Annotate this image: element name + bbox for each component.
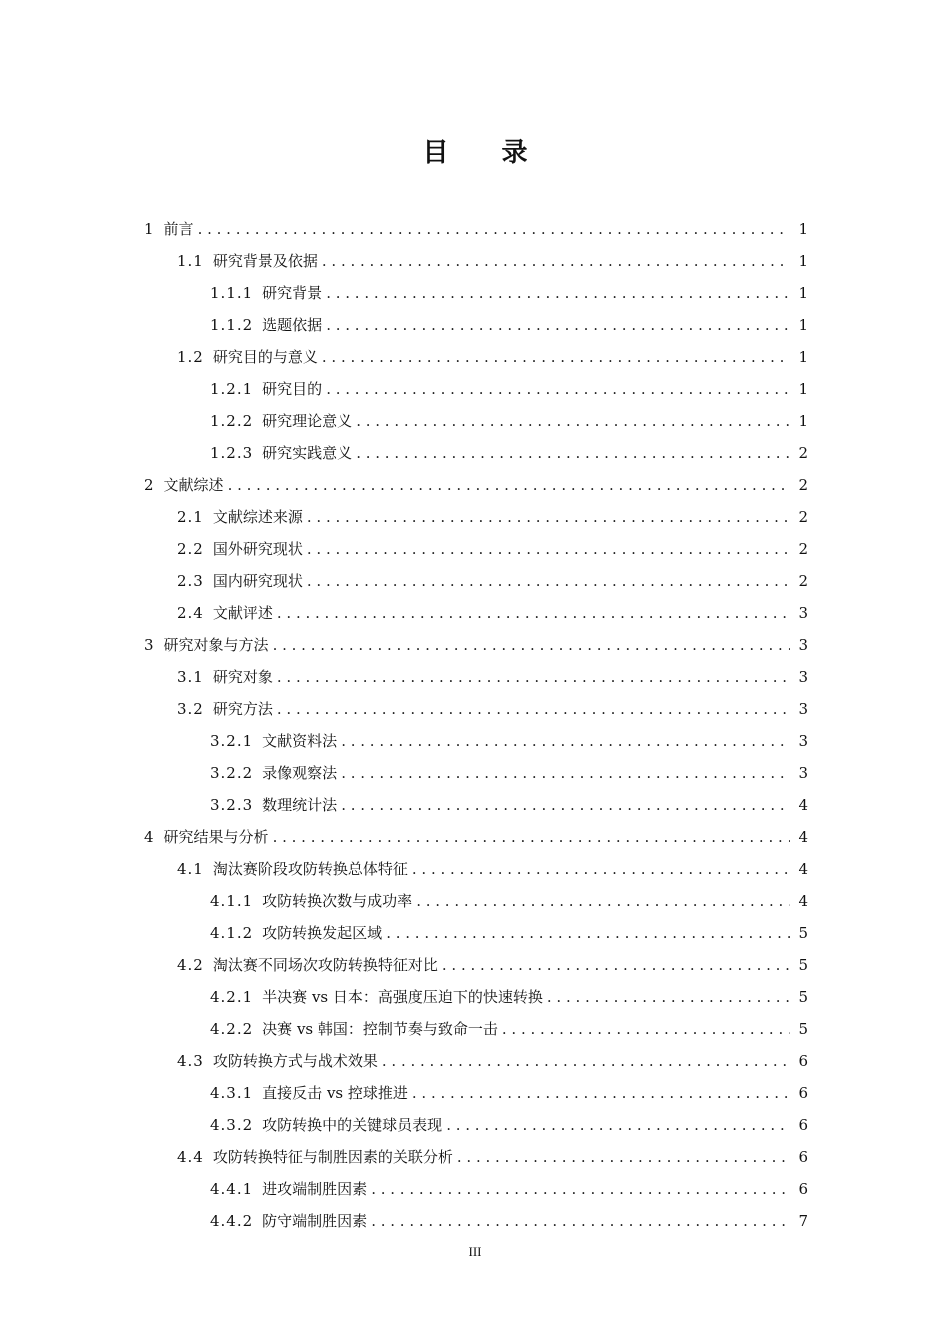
toc-entry-page: 1 xyxy=(798,412,808,430)
toc-dot-leader xyxy=(382,1046,791,1076)
toc-dot-leader xyxy=(371,1206,790,1236)
toc-entry-page: 6 xyxy=(798,1148,808,1166)
toc-entry-number: 4.1.2 xyxy=(210,924,254,942)
toc-entry-title: 直接反击 vs 控球推进 xyxy=(262,1084,408,1102)
toc-dot-leader xyxy=(277,662,791,692)
toc-entry-number: 4.2.1 xyxy=(210,988,254,1006)
toc-entry[interactable] xyxy=(177,246,808,276)
toc-entry-title: 研究实践意义 xyxy=(262,444,353,462)
toc-entry[interactable] xyxy=(210,726,808,756)
toc-entry-title: 研究对象 xyxy=(212,668,273,686)
toc-dot-leader xyxy=(277,694,791,724)
toc-entry-page: 1 xyxy=(798,252,808,270)
toc-entry-page: 3 xyxy=(798,764,808,782)
toc-entry-title: 录像观察法 xyxy=(262,764,338,782)
toc-entry-title: 数理统计法 xyxy=(262,796,338,814)
toc-entry-page: 5 xyxy=(798,924,808,942)
toc-entry[interactable] xyxy=(144,470,808,500)
toc-entry-title: 文献综述来源 xyxy=(212,508,303,526)
toc-entry-number: 1.2 xyxy=(177,348,204,366)
toc-entry-title: 半决赛 vs 日本：高强度压迫下的快速转换 xyxy=(262,988,543,1006)
toc-dot-leader xyxy=(228,470,791,500)
toc-dot-leader xyxy=(307,566,791,596)
toc-entry[interactable] xyxy=(177,1046,808,1076)
toc-dot-leader xyxy=(322,246,791,276)
toc-entry-number: 1.1 xyxy=(177,252,204,270)
toc-entry-title: 研究背景 xyxy=(262,284,323,302)
toc-entry[interactable] xyxy=(177,950,808,980)
toc-dot-leader xyxy=(386,918,790,948)
toc-entry[interactable] xyxy=(210,438,808,468)
toc-entry-number: 2.2 xyxy=(177,540,204,558)
toc-entry-title: 攻防转换次数与成功率 xyxy=(262,892,413,910)
toc-entry-page: 4 xyxy=(798,796,808,814)
toc-entry-page: 5 xyxy=(798,956,808,974)
toc-entry[interactable] xyxy=(177,534,808,564)
toc-entry[interactable] xyxy=(210,1078,808,1108)
toc-entry[interactable] xyxy=(177,598,808,628)
toc-entry-page: 3 xyxy=(798,668,808,686)
toc-entry[interactable] xyxy=(144,214,808,244)
toc-entry[interactable] xyxy=(177,502,808,532)
toc-dot-leader xyxy=(326,374,790,404)
toc-entry-title: 前言 xyxy=(163,220,194,238)
toc-entry-page: 2 xyxy=(798,508,808,526)
toc-entry-title: 研究理论意义 xyxy=(262,412,353,430)
toc-entry-title: 研究对象与方法 xyxy=(163,636,269,654)
toc-entry-number: 1.2.1 xyxy=(210,380,254,398)
toc-entry-number: 4.3.1 xyxy=(210,1084,254,1102)
toc-entry-title: 淘汰赛不同场次攻防转换特征对比 xyxy=(212,956,438,974)
toc-entry[interactable] xyxy=(210,406,808,436)
toc-entry-page: 2 xyxy=(798,444,808,462)
toc-entry-number: 1.2.2 xyxy=(210,412,254,430)
toc-entry[interactable] xyxy=(144,822,808,852)
toc-entry-number: 3 xyxy=(144,636,155,654)
toc-entry-number: 4.1 xyxy=(177,860,204,878)
toc-dot-leader xyxy=(326,310,790,340)
toc-entry-page: 1 xyxy=(798,348,808,366)
toc-entry-title: 文献评述 xyxy=(212,604,273,622)
toc-dot-leader xyxy=(198,214,791,244)
toc-entry-number: 3.2.2 xyxy=(210,764,254,782)
toc-entry-title: 研究目的与意义 xyxy=(212,348,318,366)
toc-entry-title: 文献资料法 xyxy=(262,732,338,750)
toc-entry-page: 1 xyxy=(798,284,808,302)
toc-entry-number: 3.2.1 xyxy=(210,732,254,750)
toc-entry-page: 5 xyxy=(798,1020,808,1038)
toc-dot-leader xyxy=(326,278,790,308)
toc-entry-title: 进攻端制胜因素 xyxy=(262,1180,368,1198)
toc-entry-number: 4.4 xyxy=(177,1148,204,1166)
toc-entry-title: 国内研究现状 xyxy=(212,572,303,590)
toc-entry-number: 2.4 xyxy=(177,604,204,622)
toc-dot-leader xyxy=(341,790,790,820)
toc-entry-page: 6 xyxy=(798,1116,808,1134)
toc-entry-number: 4.3.2 xyxy=(210,1116,254,1134)
toc-entry-title: 研究结果与分析 xyxy=(163,828,269,846)
toc-entry-page: 2 xyxy=(798,540,808,558)
toc-entry-number: 1.2.3 xyxy=(210,444,254,462)
toc-entry-page: 3 xyxy=(798,700,808,718)
toc-entry-number: 3.2 xyxy=(177,700,204,718)
toc-entry-page: 6 xyxy=(798,1084,808,1102)
toc-entry[interactable] xyxy=(210,374,808,404)
toc-dot-leader xyxy=(547,982,791,1012)
toc-entry[interactable] xyxy=(177,566,808,596)
toc-entry-number: 4.2 xyxy=(177,956,204,974)
toc-entry[interactable] xyxy=(144,630,808,660)
toc-entry-number: 2.3 xyxy=(177,572,204,590)
toc-entry-page: 4 xyxy=(798,828,808,846)
toc-dot-leader xyxy=(446,1110,790,1140)
toc-entry-number: 2.1 xyxy=(177,508,204,526)
toc-entry-title: 国外研究现状 xyxy=(212,540,303,558)
toc-entry-page: 3 xyxy=(798,732,808,750)
toc-entry[interactable] xyxy=(210,1014,808,1044)
toc-entry[interactable] xyxy=(177,854,808,884)
toc-entry-page: 5 xyxy=(798,988,808,1006)
toc-entry[interactable] xyxy=(177,662,808,692)
toc-entry-title: 攻防转换特征与制胜因素的关联分析 xyxy=(212,1148,453,1166)
toc-entry-number: 1.1.2 xyxy=(210,316,254,334)
toc-dot-leader xyxy=(307,502,791,532)
toc-dot-leader xyxy=(277,598,791,628)
toc-entry[interactable] xyxy=(210,1206,808,1236)
toc-entry-title: 决赛 vs 韩国：控制节奏与致命一击 xyxy=(262,1020,498,1038)
toc-entry-number: 4.3 xyxy=(177,1052,204,1070)
toc-entry[interactable] xyxy=(210,758,808,788)
toc-entry[interactable] xyxy=(210,1110,808,1140)
toc-entry[interactable] xyxy=(210,278,808,308)
toc-dot-leader xyxy=(307,534,791,564)
toc-entry[interactable] xyxy=(210,886,808,916)
toc-entry-title: 攻防转换方式与战术效果 xyxy=(212,1052,378,1070)
toc-entry-title: 攻防转换发起区域 xyxy=(262,924,383,942)
toc-dot-leader xyxy=(442,950,791,980)
toc-dot-leader xyxy=(341,726,790,756)
toc-entry-page: 2 xyxy=(798,572,808,590)
toc-entry[interactable] xyxy=(177,342,808,372)
toc-entry-title: 防守端制胜因素 xyxy=(262,1212,368,1230)
toc-entry-page: 6 xyxy=(798,1180,808,1198)
toc-entry-number: 4 xyxy=(144,828,155,846)
toc-entry-page: 1 xyxy=(798,220,808,238)
toc-dot-leader xyxy=(273,822,791,852)
toc-entry[interactable] xyxy=(210,1174,808,1204)
toc-entry[interactable] xyxy=(210,918,808,948)
toc-entry-number: 2 xyxy=(144,476,155,494)
toc-entry-page: 3 xyxy=(798,636,808,654)
toc-entry-title: 研究方法 xyxy=(212,700,273,718)
page-title: 目 录 xyxy=(422,138,550,168)
toc-entry[interactable] xyxy=(210,790,808,820)
toc-entry-page: 7 xyxy=(798,1212,808,1230)
toc-entry[interactable] xyxy=(177,694,808,724)
page-number-footer: III xyxy=(468,1244,482,1259)
toc-dot-leader xyxy=(412,854,791,884)
toc-entry-number: 1.1.1 xyxy=(210,284,254,302)
toc-entry-number: 4.1.1 xyxy=(210,892,254,910)
toc-dot-leader xyxy=(356,438,790,468)
toc-entry-title: 选题依据 xyxy=(262,316,323,334)
toc-entry-page: 4 xyxy=(798,860,808,878)
toc-entry-title: 攻防转换中的关键球员表现 xyxy=(262,1116,443,1134)
toc-dot-leader xyxy=(371,1174,790,1204)
toc-entry-title: 文献综述 xyxy=(163,476,224,494)
toc-entry[interactable] xyxy=(210,982,808,1012)
toc-entry-title: 淘汰赛阶段攻防转换总体特征 xyxy=(212,860,408,878)
toc-dot-leader xyxy=(457,1142,791,1172)
toc-entry-page: 3 xyxy=(798,604,808,622)
toc-dot-leader xyxy=(341,758,790,788)
toc-entry-page: 2 xyxy=(798,476,808,494)
toc-entry-number: 3.2.3 xyxy=(210,796,254,814)
toc-entry-page: 4 xyxy=(798,892,808,910)
toc-entry-number: 3.1 xyxy=(177,668,204,686)
toc-entry-number: 4.4.2 xyxy=(210,1212,254,1230)
toc-entry[interactable] xyxy=(210,310,808,340)
toc-entry-page: 1 xyxy=(798,316,808,334)
toc-entry-number: 1 xyxy=(144,220,155,238)
toc-entry-number: 4.2.2 xyxy=(210,1020,254,1038)
toc-dot-leader xyxy=(502,1014,791,1044)
toc-entry[interactable] xyxy=(177,1142,808,1172)
toc-entry-title: 研究目的 xyxy=(262,380,323,398)
toc-entry-title: 研究背景及依据 xyxy=(212,252,318,270)
toc-entry-page: 1 xyxy=(798,380,808,398)
toc-entry-number: 4.4.1 xyxy=(210,1180,254,1198)
toc-dot-leader xyxy=(416,886,790,916)
toc-dot-leader xyxy=(322,342,791,372)
toc-dot-leader xyxy=(412,1078,791,1108)
toc-dot-leader xyxy=(356,406,790,436)
toc-entry-page: 6 xyxy=(798,1052,808,1070)
toc-dot-leader xyxy=(273,630,791,660)
